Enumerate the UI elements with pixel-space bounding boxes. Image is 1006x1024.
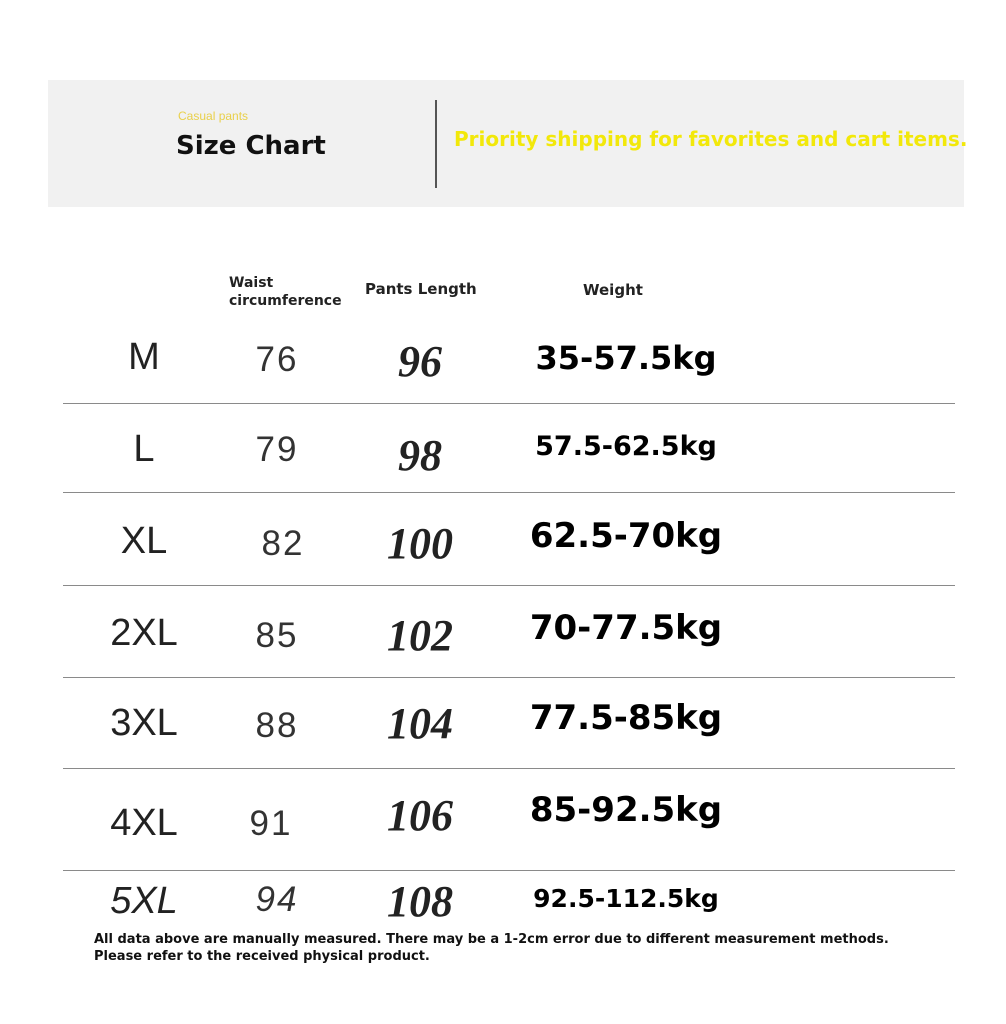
row-divider [63, 768, 955, 769]
table-row [0, 336, 1006, 396]
weight-cell: 92.5-112.5kg [533, 884, 719, 913]
banner-divider [435, 100, 437, 188]
table-row [0, 876, 1006, 928]
table-row [0, 698, 1006, 758]
length-cell: 102 [387, 611, 453, 660]
weight-cell: 77.5-85kg [529, 698, 723, 738]
waist-cell: 88 [255, 706, 299, 745]
waist-cell: 91 [249, 804, 293, 843]
length-cell: 108 [387, 877, 453, 926]
length-cell: 96 [398, 337, 442, 386]
column-header-waist: Waist circumference [229, 275, 342, 309]
promo-text: Priority shipping for favorites and cart items. [454, 127, 968, 151]
waist-cell: 76 [255, 340, 299, 379]
row-divider [63, 492, 955, 493]
length-cell: 98 [398, 431, 442, 480]
weight-cell: 57.5-62.5kg [535, 431, 717, 462]
banner-title: Size Chart [176, 131, 326, 161]
table-row [0, 608, 1006, 668]
size-cell: 3XL [110, 702, 178, 744]
length-cell: 100 [387, 519, 453, 568]
weight-cell: 35-57.5kg [535, 339, 717, 377]
row-divider [63, 585, 955, 586]
waist-cell: 79 [255, 430, 299, 469]
waist-cell: 94 [255, 880, 299, 919]
banner-subtitle: Casual pants [178, 109, 249, 123]
size-cell: 4XL [110, 802, 178, 844]
column-header-length: Pants Length [365, 280, 477, 298]
measurement-footnote: All data above are manually measured. There may be a 1-2cm error due to different measurement methods. Please refer to the received physical product. [94, 932, 889, 964]
size-cell: 2XL [110, 612, 178, 654]
length-cell: 104 [387, 699, 453, 748]
table-row [0, 428, 1006, 488]
size-cell: XL [120, 520, 168, 562]
length-cell: 106 [387, 791, 453, 840]
table-row [0, 790, 1006, 850]
weight-cell: 70-77.5kg [529, 608, 723, 648]
row-divider [63, 870, 955, 871]
header-banner [48, 80, 968, 207]
size-cell: M [128, 336, 160, 378]
weight-cell: 62.5-70kg [529, 516, 723, 556]
weight-cell: 85-92.5kg [529, 790, 723, 830]
column-header-weight: Weight [583, 281, 643, 299]
size-cell: L [133, 428, 155, 470]
size-cell: 5XL [110, 880, 178, 922]
row-divider [63, 403, 955, 404]
waist-cell: 82 [261, 524, 305, 563]
table-row [0, 516, 1006, 576]
waist-cell: 85 [255, 616, 299, 655]
row-divider [63, 677, 955, 678]
